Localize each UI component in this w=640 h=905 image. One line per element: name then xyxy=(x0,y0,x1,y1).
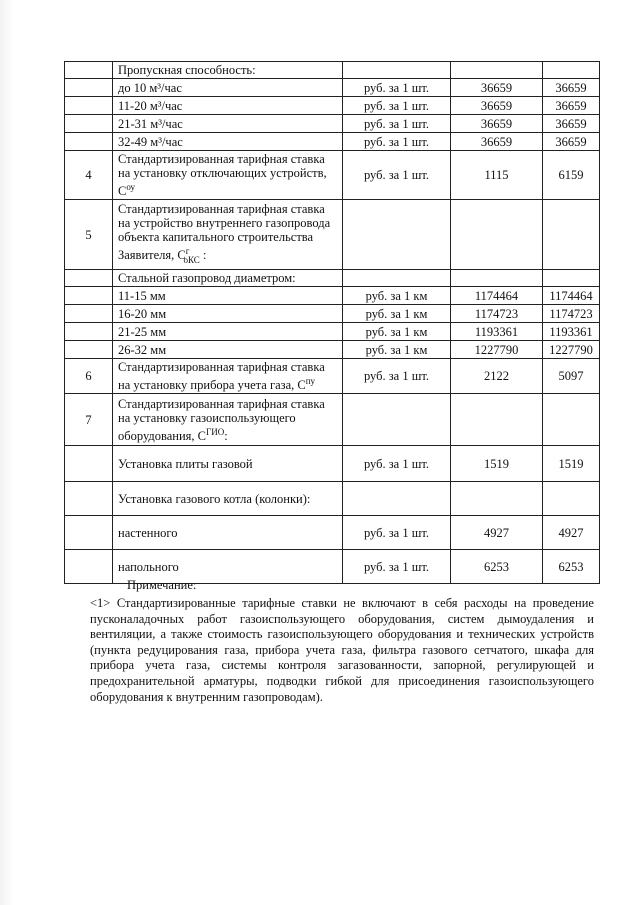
unit-cell xyxy=(343,394,451,446)
unit-cell: руб. за 1 км xyxy=(343,341,451,359)
unit-cell: руб. за 1 км xyxy=(343,323,451,341)
table-row xyxy=(65,323,600,341)
unit-cell: руб. за 1 шт. xyxy=(343,151,451,200)
value-cell-2: 36659 xyxy=(543,79,600,97)
unit-cell: руб. за 1 шт. xyxy=(343,97,451,115)
unit-cell xyxy=(343,482,451,516)
description-cell xyxy=(113,394,343,446)
table-row xyxy=(65,482,600,516)
description-cell: 11-20 м³/час xyxy=(113,97,343,115)
unit-cell: руб. за 1 шт. xyxy=(343,516,451,550)
value-cell-2: 36659 xyxy=(543,133,600,151)
value-cell-2: 6159 xyxy=(543,151,600,200)
description-cell: Стальной газопровод диаметром: xyxy=(113,270,343,287)
table-row xyxy=(65,341,600,359)
value-cell-2 xyxy=(543,62,600,79)
row-number-cell xyxy=(65,323,113,341)
tariff-table xyxy=(64,61,600,584)
description-cell: Установка газового котла (колонки): xyxy=(113,482,343,516)
description-cell: напольного xyxy=(113,550,343,584)
value-cell-1: 36659 xyxy=(451,133,543,151)
value-cell-2: 1227790 xyxy=(543,341,600,359)
description-cell: 21-31 м³/час xyxy=(113,115,343,133)
table-row xyxy=(65,200,600,270)
description-cell: настенного xyxy=(113,516,343,550)
description-cell: 21-25 мм xyxy=(113,323,343,341)
unit-cell: руб. за 1 шт. xyxy=(343,133,451,151)
value-cell-2 xyxy=(543,200,600,270)
row-number-cell xyxy=(65,446,113,482)
value-cell-2: 1193361 xyxy=(543,323,600,341)
description-text: Стандартизированная тарифная ставка на устройство внутреннего газопровода объекта капитального строительства Заявителя, C xyxy=(118,202,331,263)
value-cell-2: 5097 xyxy=(543,359,600,394)
value-cell-1: 1174723 xyxy=(451,305,543,323)
description-cell xyxy=(113,200,343,270)
description-cell: до 10 м³/час xyxy=(113,79,343,97)
unit-cell xyxy=(343,200,451,270)
description-text: Стандартизированная тарифная ставка на установку прибора учета газа, C xyxy=(118,360,325,393)
row-number-cell xyxy=(65,287,113,305)
row-number-cell xyxy=(65,79,113,97)
description-cell: 16-20 мм xyxy=(113,305,343,323)
table-row xyxy=(65,79,600,97)
value-cell-1 xyxy=(451,394,543,446)
value-cell-1: 1227790 xyxy=(451,341,543,359)
value-cell-1: 1519 xyxy=(451,446,543,482)
row-number-cell xyxy=(65,115,113,133)
unit-cell: руб. за 1 шт. xyxy=(343,550,451,584)
table-row xyxy=(65,446,600,482)
row-number-cell xyxy=(65,516,113,550)
row-number-cell xyxy=(65,305,113,323)
value-cell-1 xyxy=(451,270,543,287)
row-number-cell xyxy=(65,97,113,115)
tariff-symbol-subscript: оКС xyxy=(183,254,200,265)
row-number-cell xyxy=(65,270,113,287)
value-cell-2 xyxy=(543,482,600,516)
description-text: Стандартизированная тарифная ставка на установку газоиспользующего оборудования, C xyxy=(118,396,325,443)
value-cell-2: 1174464 xyxy=(543,287,600,305)
table-row xyxy=(65,359,600,394)
table-row xyxy=(65,151,600,200)
table-row xyxy=(65,270,600,287)
table-row xyxy=(65,62,600,79)
table-row xyxy=(65,287,600,305)
tariff-symbol-superscript: оу xyxy=(126,182,136,192)
unit-cell: руб. за 1 км xyxy=(343,305,451,323)
table-row xyxy=(65,305,600,323)
value-cell-2: 6253 xyxy=(543,550,600,584)
description-cell: Установка плиты газовой xyxy=(113,446,343,482)
value-cell-1: 6253 xyxy=(451,550,543,584)
value-cell-2: 1174723 xyxy=(543,305,600,323)
table-row xyxy=(65,394,600,446)
description-cell xyxy=(113,359,343,394)
value-cell-1: 1174464 xyxy=(451,287,543,305)
description-cell: 11-15 мм xyxy=(113,287,343,305)
value-cell-1: 1193361 xyxy=(451,323,543,341)
page-edge-shadow xyxy=(0,0,14,905)
description-cell: Пропускная способность: xyxy=(113,62,343,79)
row-number-cell: 6 xyxy=(65,359,113,394)
row-number-cell xyxy=(65,482,113,516)
description-cell: 26-32 мм xyxy=(113,341,343,359)
row-number-cell xyxy=(65,550,113,584)
value-cell-2: 1519 xyxy=(543,446,600,482)
tariff-symbol-superscript: пу xyxy=(305,376,316,387)
description-tail: : xyxy=(199,248,207,263)
value-cell-2: 4927 xyxy=(543,516,600,550)
value-cell-1: 4927 xyxy=(451,516,543,550)
row-number-cell xyxy=(65,62,113,79)
description-cell: 32-49 м³/час xyxy=(113,133,343,151)
row-number-cell xyxy=(65,341,113,359)
table-row xyxy=(65,115,600,133)
tariff-symbol-superscript: г xyxy=(185,246,190,257)
tariff-symbol-superscript: ГИО xyxy=(206,426,225,437)
value-cell-2: 36659 xyxy=(543,115,600,133)
value-cell-1: 1115 xyxy=(451,151,543,200)
unit-cell: руб. за 1 шт. xyxy=(343,79,451,97)
table-row xyxy=(65,97,600,115)
value-cell-1 xyxy=(451,200,543,270)
unit-cell: руб. за 1 шт. xyxy=(343,446,451,482)
value-cell-1 xyxy=(451,482,543,516)
description-cell xyxy=(113,151,343,200)
value-cell-2 xyxy=(543,270,600,287)
note-body: <1> Стандартизированные тарифные ставки не включают в себя расходы на проведение пусконаладочных работ газоиспользующего оборудования, систем дымоудаления и вентиляции, а также стоимость газоиспользующего оборудования и технических устройств (пункта редуцирования газа, прибора учета газа, фильтра газового сетчатого, шкафа для прибора учета газа, системы контроля загазованности, запорной, регулирующей и предохранительной арматуры, подводки гибкой для присоединения газоиспользующего оборудования к внутренним газопроводам). xyxy=(90,596,594,704)
value-cell-1: 36659 xyxy=(451,97,543,115)
description-tail: : xyxy=(224,428,228,443)
value-cell-1: 36659 xyxy=(451,79,543,97)
row-number-cell: 7 xyxy=(65,394,113,446)
value-cell-2 xyxy=(543,394,600,446)
row-number-cell: 5 xyxy=(65,200,113,270)
value-cell-1: 36659 xyxy=(451,115,543,133)
tariff-table-body xyxy=(65,62,600,584)
row-number-cell: 4 xyxy=(65,151,113,200)
value-cell-2: 36659 xyxy=(543,97,600,115)
unit-cell: руб. за 1 км xyxy=(343,287,451,305)
unit-cell xyxy=(343,270,451,287)
unit-cell: руб. за 1 шт. xyxy=(343,359,451,394)
description-text: Стандартизированная тарифная ставка на установку отключающих устройств, C xyxy=(118,152,327,199)
unit-cell xyxy=(343,62,451,79)
value-cell-1: 2122 xyxy=(451,359,543,394)
table-row xyxy=(65,516,600,550)
table-row xyxy=(65,133,600,151)
row-number-cell xyxy=(65,133,113,151)
note-title: Примечание: xyxy=(127,578,197,592)
unit-cell: руб. за 1 шт. xyxy=(343,115,451,133)
value-cell-1 xyxy=(451,62,543,79)
